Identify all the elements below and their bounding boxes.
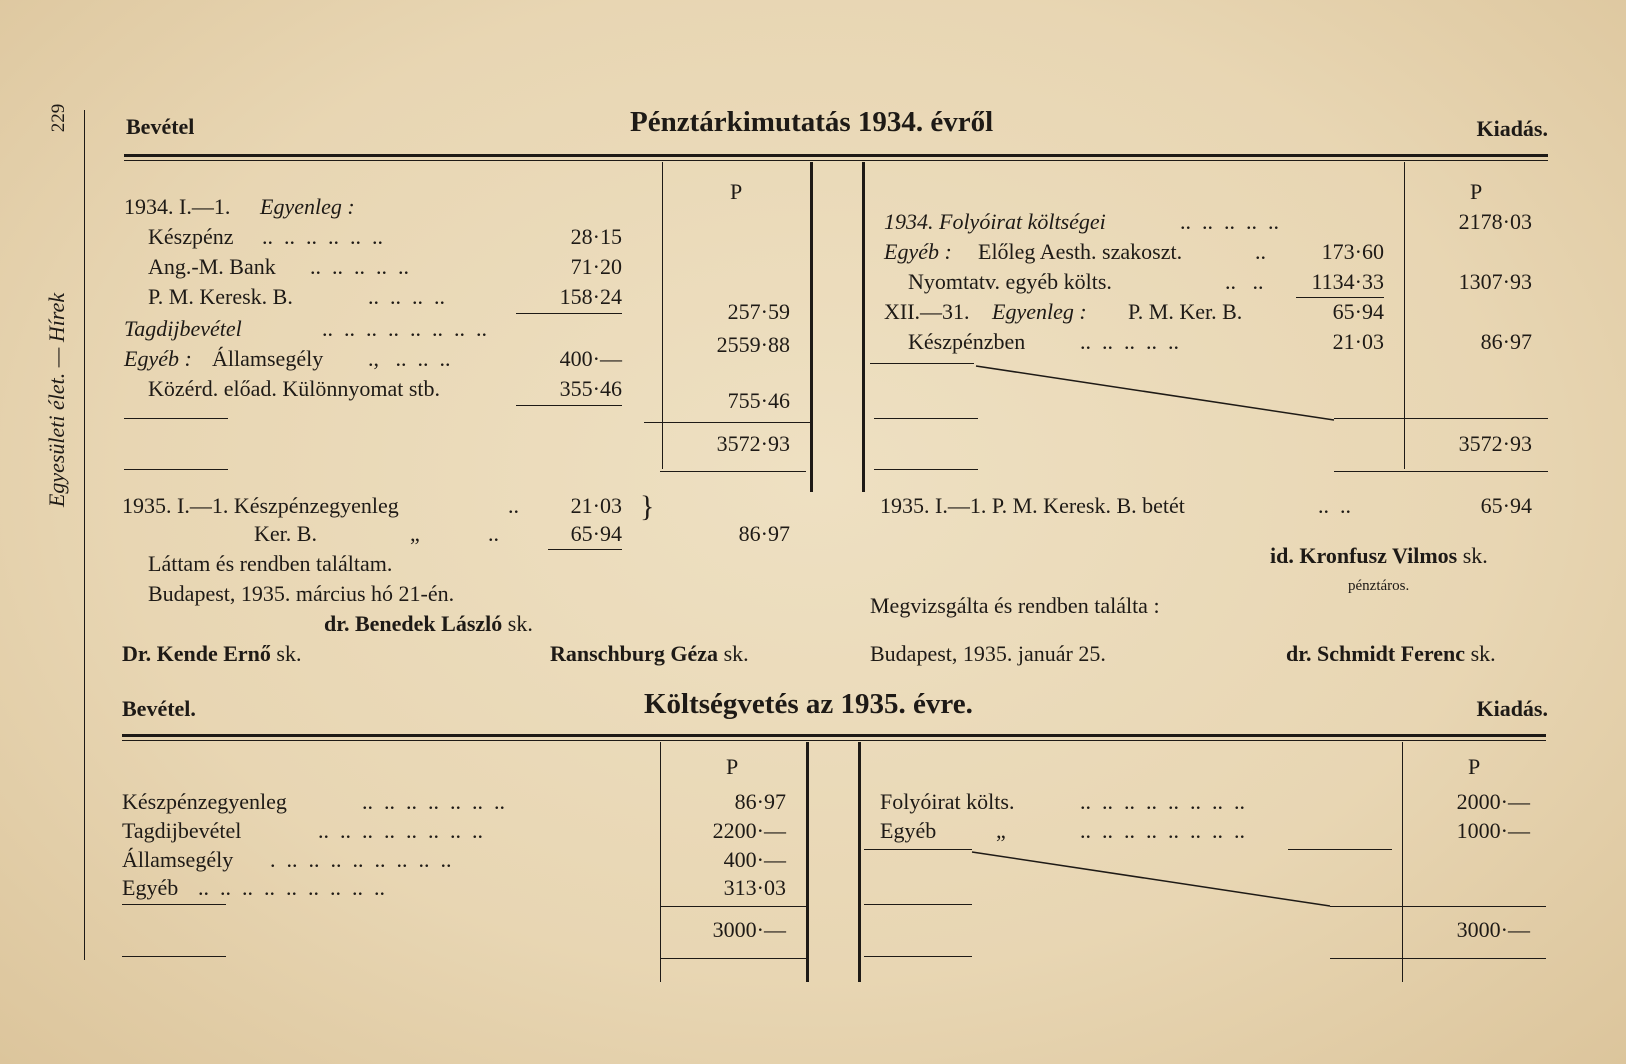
income-item-label: Ang.-M. Bank — [148, 254, 276, 279]
brace-icon: } — [640, 490, 655, 523]
audit-seen: Láttam és rendben találtam. — [148, 551, 393, 576]
signer-name: id. Kronfusz Vilmos — [1270, 543, 1458, 568]
expense-other-item-label: Nyomtatv. egyéb költs. — [908, 269, 1112, 294]
leader-dots: ., .. .. .. — [368, 346, 451, 371]
expense-other-item-amount: 1134·33 — [1311, 269, 1384, 294]
income-item-label: Készpénz — [148, 224, 234, 249]
budget-expense-ditto: „ — [996, 818, 1006, 843]
leader-dots: .. — [488, 521, 499, 546]
budget-title: Költségvetés az 1935. évre. — [644, 688, 973, 720]
report-title: Pénztárkimutatás 1934. évről — [630, 106, 994, 138]
audit-place-date: Budapest, 1935. március hó 21-én. — [148, 581, 455, 606]
expense-closing-item-label: P. M. Ker. B. — [1128, 299, 1243, 324]
expense-closing-item-amount: 65·94 — [1332, 299, 1384, 324]
leader-dots: .. .. .. .. — [368, 284, 445, 309]
leader-dots: .. .. .. .. .. .. .. — [362, 789, 505, 814]
budget-income-amount: 313·03 — [723, 875, 786, 900]
expense-closing-item-label: Készpénzben — [908, 329, 1026, 354]
carry-right-amount: 65·94 — [1480, 493, 1532, 518]
expense-closing-label: Egyenleg : — [992, 299, 1087, 324]
budget-cancel-diagonal — [972, 852, 1330, 906]
income-opening-date: 1934. I.—1. — [124, 194, 231, 219]
leader-dots: .. .. .. .. .. — [310, 254, 409, 279]
budget-expense-total: 3000·— — [1456, 917, 1530, 942]
treasurer-role: pénztáros. — [1348, 578, 1410, 594]
carry-total: 86·97 — [738, 521, 790, 546]
budget-expense-amount: 2000·— — [1456, 789, 1530, 814]
leader-dots: .. .. — [1318, 493, 1351, 518]
budget-expense-label-row: Egyéb — [880, 818, 937, 843]
income-item-amount: 158·24 — [559, 284, 622, 309]
income-grand-total: 3572·93 — [716, 431, 790, 456]
income-other-item-amount: 355·46 — [559, 376, 622, 401]
signer-name: dr. Benedek László — [324, 611, 503, 636]
sk-mark: sk. — [723, 641, 749, 666]
report-expense-currency: P — [1470, 179, 1483, 204]
income-opening-total: 257·59 — [727, 299, 790, 324]
expense-journal-label: 1934. Folyóirat költségei — [884, 209, 1106, 234]
budget-income-currency: P — [726, 754, 739, 779]
signer-name: Dr. Kende Ernő — [122, 641, 271, 666]
audit-checked: Megvizsgálta és rendben találta : — [870, 593, 1160, 618]
budget-expense-currency: P — [1468, 754, 1481, 779]
report-income-label: Bevétel — [126, 114, 195, 139]
income-item-label: P. M. Keresk. B. — [148, 284, 293, 309]
income-other-item-amount: 400·— — [559, 346, 622, 371]
carry-line2-ditto: „ — [410, 521, 420, 546]
income-membership-label: Tagdijbevétel — [124, 316, 242, 341]
income-item-amount: 28·15 — [570, 224, 622, 249]
expense-other-item-label: Előleg Aesth. szakoszt. — [978, 239, 1183, 264]
leader-dots: .. .. .. .. .. .. .. .. — [1080, 818, 1245, 843]
leader-dots: .. .. .. .. .. .. .. .. .. — [198, 875, 385, 900]
leader-dots: .. .. .. .. .. .. — [262, 224, 383, 249]
sk-mark: sk. — [1462, 543, 1488, 568]
report-income-currency: P — [730, 179, 743, 204]
budget-income-label-row: Készpénzegyenleg — [122, 789, 287, 814]
expense-grand-total: 3572·93 — [1458, 431, 1532, 456]
income-other-item-label: Államsegély — [212, 346, 324, 371]
leader-dots: .. — [508, 493, 519, 518]
page-number: 229 — [48, 103, 69, 133]
leader-dots: .. .. .. .. .. .. .. .. — [1080, 789, 1245, 814]
expense-journal-amount: 2178·03 — [1458, 209, 1532, 234]
budget-income-amount: 2200·— — [712, 818, 786, 843]
expense-closing-total: 86·97 — [1480, 329, 1532, 354]
expense-other-total: 1307·93 — [1458, 269, 1532, 294]
report-cancel-diagonal — [976, 366, 1334, 420]
audit-place-date2: Budapest, 1935. január 25. — [870, 641, 1106, 666]
income-other-label: Egyéb : — [124, 346, 192, 371]
expense-closing-prefix: XII.—31. — [884, 299, 970, 324]
leader-dots: .. .. .. .. .. — [1080, 329, 1179, 354]
budget-expense-label: Kiadás. — [1476, 696, 1548, 721]
income-other-total: 755·46 — [727, 388, 790, 413]
budget-income-label-row: Egyéb — [122, 875, 179, 900]
income-membership-total: 2559·88 — [716, 332, 790, 357]
budget-income-label-row: Tagdijbevétel — [122, 818, 242, 843]
leader-dots: .. .. .. .. .. — [1180, 209, 1279, 234]
income-item-amount: 71·20 — [570, 254, 622, 279]
budget-income-label: Bevétel. — [122, 696, 196, 721]
leader-dots: .. .. — [1225, 269, 1264, 294]
sk-mark: sk. — [507, 611, 533, 636]
running-head: Egyesületi élet. — Hírek — [44, 292, 69, 508]
carry-line2-amount: 65·94 — [570, 521, 622, 546]
budget-expense-label-row: Folyóirat költs. — [880, 789, 1015, 814]
income-opening-label: Egyenleg : — [260, 194, 355, 219]
budget-income-amount: 400·— — [723, 847, 786, 872]
carry-line2-label: Ker. B. — [254, 521, 317, 546]
leader-dots: .. — [1255, 239, 1266, 264]
sk-mark: sk. — [276, 641, 302, 666]
budget-income-total: 3000·— — [712, 917, 786, 942]
signer-name: dr. Schmidt Ferenc — [1286, 641, 1466, 666]
report-expense-label: Kiadás. — [1476, 116, 1548, 141]
budget-expense-amount: 1000·— — [1456, 818, 1530, 843]
expense-other-item-amount: 173·60 — [1321, 239, 1384, 264]
expense-closing-item-amount: 21·03 — [1332, 329, 1384, 354]
sk-mark: sk. — [1470, 641, 1496, 666]
income-other-item-label: Közérd. előad. Különnyomat stb. — [148, 376, 441, 401]
leader-dots: .. .. .. .. .. .. .. .. — [318, 818, 483, 843]
leader-dots: . .. .. .. .. .. .. .. .. — [270, 847, 452, 872]
signer-name: Ranschburg Géza — [550, 641, 719, 666]
leader-dots: .. .. .. .. .. .. .. .. — [322, 316, 487, 341]
budget-income-label-row: Államsegély — [122, 847, 234, 872]
budget-income-amount: 86·97 — [734, 789, 786, 814]
carry-line1-amount: 21·03 — [570, 493, 622, 518]
carry-line1-label: 1935. I.—1. Készpénzegyenleg — [122, 493, 399, 518]
expense-other-label: Egyéb : — [884, 239, 952, 264]
carry-right-label: 1935. I.—1. P. M. Keresk. B. betét — [880, 493, 1185, 518]
